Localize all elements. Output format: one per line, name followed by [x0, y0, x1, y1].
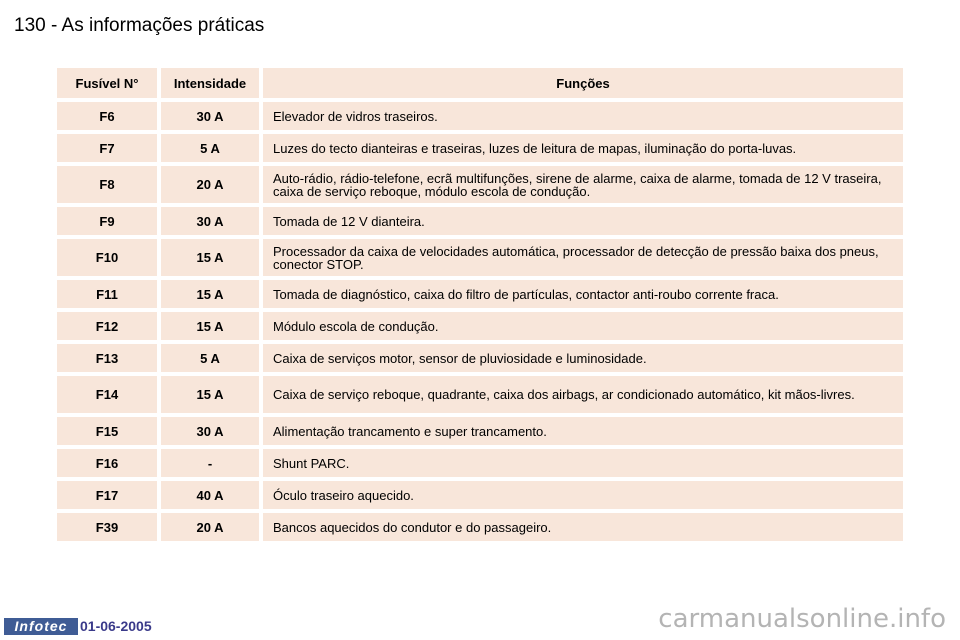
fuse-number: F39	[57, 513, 157, 541]
fuse-function: Tomada de 12 V dianteira.	[263, 207, 903, 235]
fuse-amps: 20 A	[161, 166, 259, 203]
fuse-amps: 5 A	[161, 344, 259, 372]
fuse-number: F9	[57, 207, 157, 235]
table-header-row	[57, 68, 903, 98]
page-title: 130 - As informações práticas	[14, 15, 265, 36]
table-row	[57, 166, 903, 203]
fuse-number: F11	[57, 280, 157, 308]
header-intensity: Intensidade	[161, 68, 259, 98]
table-row	[57, 417, 903, 445]
fuse-function: Luzes do tecto dianteiras e traseiras, luzes de leitura de mapas, iluminação do porta-luvas.	[263, 134, 903, 162]
fuse-function: Processador da caixa de velocidades automática, processador de detecção de pressão baixa dos pneus, conector STOP.	[263, 239, 903, 276]
table-row	[57, 102, 903, 130]
fuse-function: Auto-rádio, rádio-telefone, ecrã multifunções, sirene de alarme, caixa de alarme, tomada de 12 V traseira, caixa de serviço reboque, módulo escola de condução.	[263, 166, 903, 203]
footer-date: 01-06-2005	[80, 618, 152, 634]
fuse-number: F14	[57, 376, 157, 413]
fuse-number: F17	[57, 481, 157, 509]
fuse-amps: 40 A	[161, 481, 259, 509]
header-fuse-number: Fusível N°	[57, 68, 157, 98]
table-row	[57, 312, 903, 340]
table-row	[57, 134, 903, 162]
fuse-function: Elevador de vidros traseiros.	[263, 102, 903, 130]
table-row	[57, 376, 903, 413]
table-row	[57, 481, 903, 509]
fuse-function: Alimentação trancamento e super trancamento.	[263, 417, 903, 445]
header-functions: Funções	[263, 68, 903, 98]
fuse-number: F15	[57, 417, 157, 445]
fuse-function: Caixa de serviço reboque, quadrante, caixa dos airbags, ar condicionado automático, kit mãos-livres.	[263, 376, 903, 413]
fuse-amps: 5 A	[161, 134, 259, 162]
fuse-function: Bancos aquecidos do condutor e do passageiro.	[263, 513, 903, 541]
fuse-amps: 30 A	[161, 207, 259, 235]
infotec-logo: Infotec	[4, 618, 78, 635]
fuse-function: Caixa de serviços motor, sensor de pluviosidade e luminosidade.	[263, 344, 903, 372]
fuse-number: F10	[57, 239, 157, 276]
fuse-number: F13	[57, 344, 157, 372]
fuse-number: F6	[57, 102, 157, 130]
fuse-amps: 30 A	[161, 102, 259, 130]
fuse-function: Shunt PARC.	[263, 449, 903, 477]
fuse-number: F12	[57, 312, 157, 340]
fuse-amps: 15 A	[161, 312, 259, 340]
watermark: carmanualsonline.info	[658, 604, 946, 634]
fuse-function: Módulo escola de condução.	[263, 312, 903, 340]
fuse-table	[57, 68, 903, 545]
table-row	[57, 239, 903, 276]
fuse-function: Óculo traseiro aquecido.	[263, 481, 903, 509]
fuse-number: F16	[57, 449, 157, 477]
fuse-amps: 15 A	[161, 376, 259, 413]
table-row	[57, 344, 903, 372]
table-row	[57, 207, 903, 235]
fuse-number: F7	[57, 134, 157, 162]
fuse-amps: 30 A	[161, 417, 259, 445]
fuse-amps: 15 A	[161, 239, 259, 276]
fuse-number: F8	[57, 166, 157, 203]
table-row	[57, 449, 903, 477]
fuse-amps: 20 A	[161, 513, 259, 541]
table-row	[57, 513, 903, 541]
fuse-amps: 15 A	[161, 280, 259, 308]
table-row	[57, 280, 903, 308]
fuse-function: Tomada de diagnóstico, caixa do filtro de partículas, contactor anti-roubo corrente fraca.	[263, 280, 903, 308]
fuse-amps: -	[161, 449, 259, 477]
